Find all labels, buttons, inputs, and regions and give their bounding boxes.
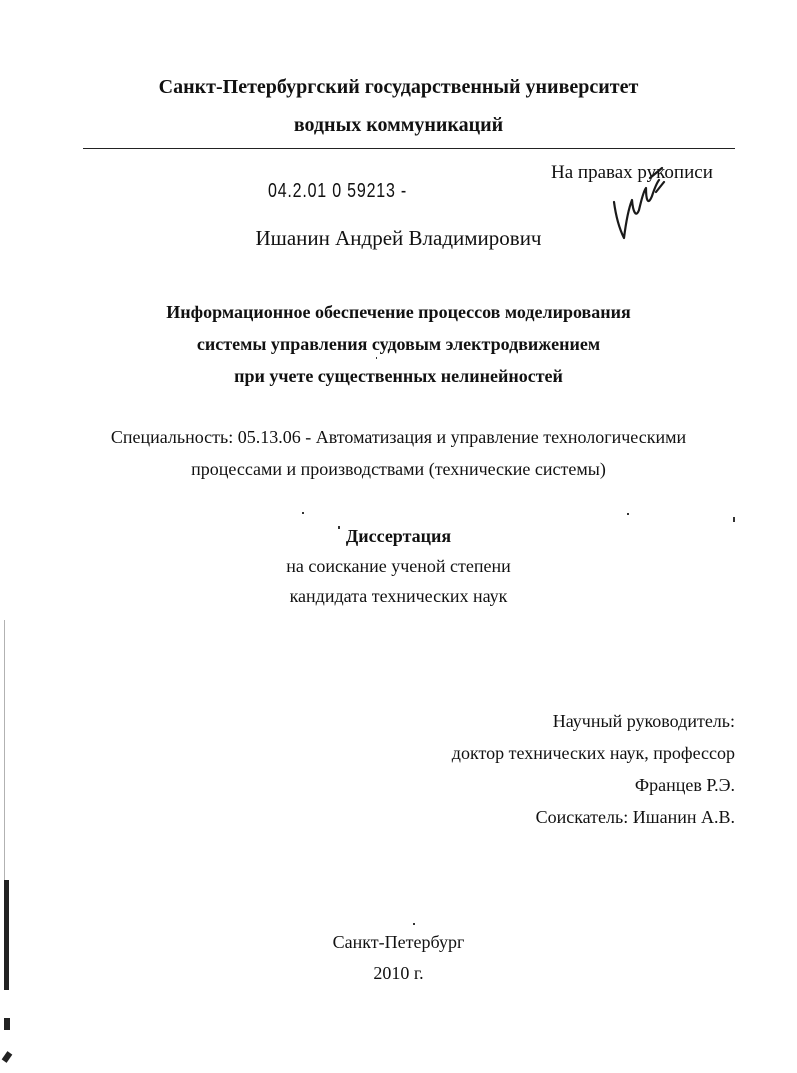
university-line-2: водных коммуникаций [293, 114, 504, 136]
dissertation-title [0, 296, 797, 392]
scan-margin-mark [2, 1051, 13, 1063]
scan-speck [413, 923, 415, 925]
university-line-1: Санкт-Петербургский государственный университет [158, 76, 639, 98]
supervisor-name: Францев Р.Э. [634, 775, 735, 795]
scan-speck [376, 357, 377, 359]
scan-margin-line [4, 620, 5, 880]
supervisor-degree: доктор технических наук, профессор [451, 743, 735, 763]
dissertation-block [0, 521, 797, 611]
applicant-name: Соискатель: Ишанин А.В. [535, 807, 735, 827]
year: 2010 г. [373, 963, 424, 983]
scan-speck [733, 517, 735, 522]
specialty-line: Специальность: 05.13.06 - Автоматизация и управление технологическими [110, 427, 687, 447]
scan-speck [627, 513, 629, 515]
university-name [0, 68, 797, 144]
supervisor-block [452, 705, 735, 833]
header-divider [83, 148, 735, 149]
dissertation-heading: Диссертация [345, 526, 452, 546]
dissertation-degree-line: на соискание ученой степени [286, 556, 511, 576]
dissertation-degree-line: кандидата технических наук [289, 586, 508, 606]
supervisor-label: Научный руководитель: [552, 711, 735, 731]
specialty [0, 421, 797, 485]
scan-margin-mark [4, 880, 9, 990]
city: Санкт-Петербург [332, 932, 465, 952]
place-and-year [0, 927, 797, 989]
scan-speck [302, 512, 304, 514]
manuscript-rights-label: На правах рукописи [551, 162, 713, 183]
scan-speck [338, 526, 340, 529]
scan-margin-mark [4, 1018, 10, 1030]
title-line: при учете существенных нелинейностей [234, 366, 563, 386]
registration-number: 04.2.01 0 59213 - [268, 180, 408, 202]
title-line: системы управления судовым электродвижением [196, 334, 601, 354]
author-name: Ишанин Андрей Владимирович [255, 226, 542, 250]
title-line: Информационное обеспечение процессов моделирования [166, 302, 631, 322]
specialty-line: процессами и производствами (технические системы) [191, 459, 606, 479]
